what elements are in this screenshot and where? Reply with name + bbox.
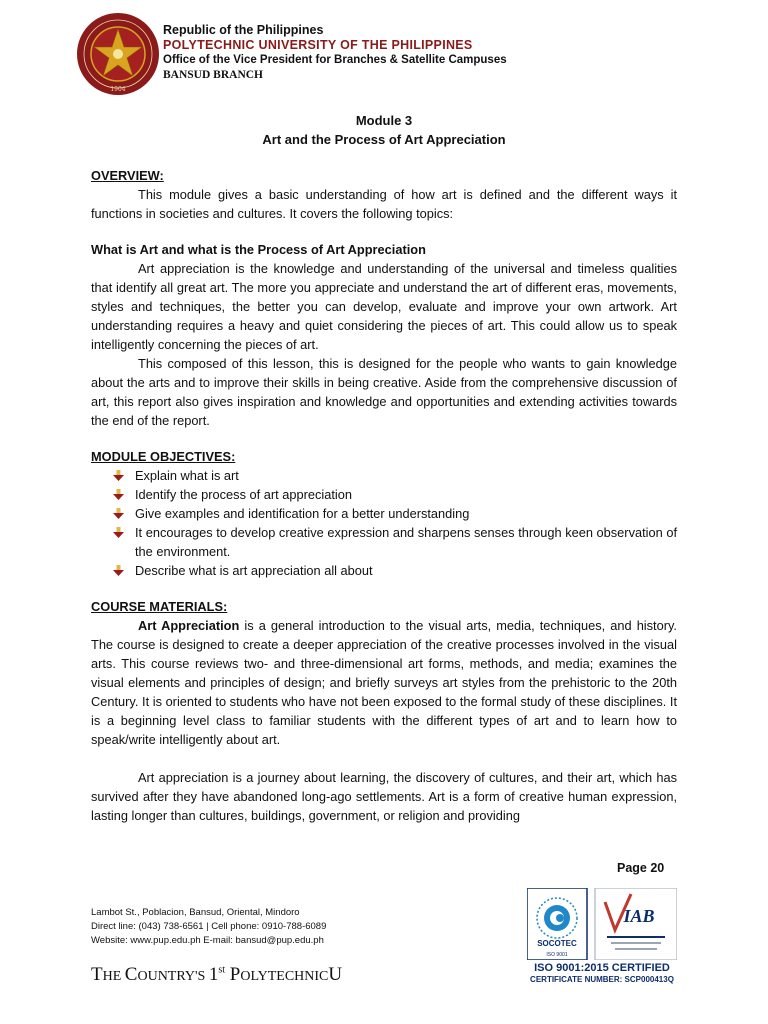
what-is-art-paragraph-2: This composed of this lesson, this is designed for the people who wants to gain knowledge about the arts and to improve their skills in being creative. Aside from the comprehensive discussion of art, this report also gives inspiration and knowledge and opportunities and extending activities towards the end of the report. — [91, 356, 677, 428]
letterhead — [163, 23, 507, 83]
pup-seal-logo — [76, 12, 160, 96]
module-title: Art and the Process of Art Appreciation — [262, 132, 506, 147]
footer-phone: Direct line: (043) 738-6561 | Cell phone: 0910-788-6089 — [91, 921, 327, 932]
list-item: It encourages to develop creative expression and sharpens senses through keen observation of the environment. — [91, 523, 677, 561]
svg-text:1904: 1904 — [110, 86, 126, 93]
bullet-arrow-icon — [113, 489, 124, 500]
course-materials-heading: COURSE MATERIALS: — [91, 599, 228, 614]
objectives-heading: MODULE OBJECTIVES: — [91, 449, 236, 464]
bullet-arrow-icon — [113, 565, 124, 576]
objectives-list — [91, 466, 677, 580]
bullet-arrow-icon — [113, 527, 124, 538]
footer-website: Website: www.pup.edu.ph E-mail: bansud@pup.edu.ph — [91, 935, 324, 946]
list-item: Describe what is art appreciation all about — [91, 561, 677, 580]
list-item: Give examples and identification for a better understanding — [91, 504, 677, 523]
what-is-art-paragraph-1: Art appreciation is the knowledge and understanding of the universal and timeless qualities that identify all great art. The more you appreciate and understand the art of different eras, movements, styles and techniques, the better you can develop, evaluate and improve your own artwork. Art understanding requires a heavy and quiet considering the pieces of art. This could allow us to speak intelligently concerning the pieces of art. — [91, 261, 677, 352]
iso-certified-label: ISO 9001:2015 CERTIFIED — [534, 962, 670, 974]
certification-logos — [527, 888, 677, 960]
footer-address: Lambot St., Poblacion, Bansud, Oriental, Mindoro — [91, 907, 300, 918]
svg-text:SOCOTEC: SOCOTEC — [537, 939, 577, 948]
what-is-art-heading: What is Art and what is the Process of Art Appreciation — [91, 242, 426, 257]
list-item: Explain what is art — [91, 466, 677, 485]
document-body — [91, 111, 677, 825]
overview-heading: OVERVIEW: — [91, 168, 164, 183]
footer-motto: THE COUNTRY'S 1st POLYTECHNICU — [91, 964, 343, 985]
list-item: Identify the process of art appreciation — [91, 485, 677, 504]
art-appreciation-term: Art Appreciation — [138, 618, 240, 633]
svg-text:ISO 9001: ISO 9001 — [546, 952, 568, 958]
course-materials-paragraph-2: Art appreciation is a journey about learning, the discovery of cultures, and their art, which has survived after they have abandoned long-ago settlements. Art is a form of creative human expression, lasting longer than cultures, buildings, government, or religion and providing — [91, 770, 677, 823]
certificate-number: CERTIFICATE NUMBER: SCP000413Q — [530, 975, 674, 984]
bullet-arrow-icon — [113, 470, 124, 481]
footer-contact — [91, 906, 326, 948]
course-materials-paragraph-1: Art Appreciation is a general introduction to the visual arts, media, techniques, and history. The course is designed to create a deeper appreciation of the creative processes involved in the visual arts. This course reviews two- and three-dimensional art forms, methods, and media; examines the visual elements and principles of design; and briefly surveys art styles from the prehistoric to the 20th Century. It is oriented to students who have not been exposed to the formal study of these disciplines. It is a beginning level class to familiar students with the different types of art and to learn how to speak/write intelligently about art. — [91, 618, 677, 747]
office-line: Office of the Vice President for Branches & Satellite Campuses — [163, 54, 507, 66]
page-number: Page 20 — [617, 861, 665, 875]
bullet-arrow-icon — [113, 508, 124, 519]
overview-text: This module gives a basic understanding of how art is defined and the different ways it functions in societies and cultures. It covers the following topics: — [91, 187, 677, 221]
republic-line: Republic of the Philippines — [163, 23, 324, 37]
svg-text:IAB: IAB — [623, 906, 655, 926]
university-name: POLYTECHNIC UNIVERSITY OF THE PHILIPPINES — [163, 38, 473, 52]
branch-line: BANSUD BRANCH — [163, 69, 263, 81]
module-number: Module 3 — [355, 113, 413, 128]
